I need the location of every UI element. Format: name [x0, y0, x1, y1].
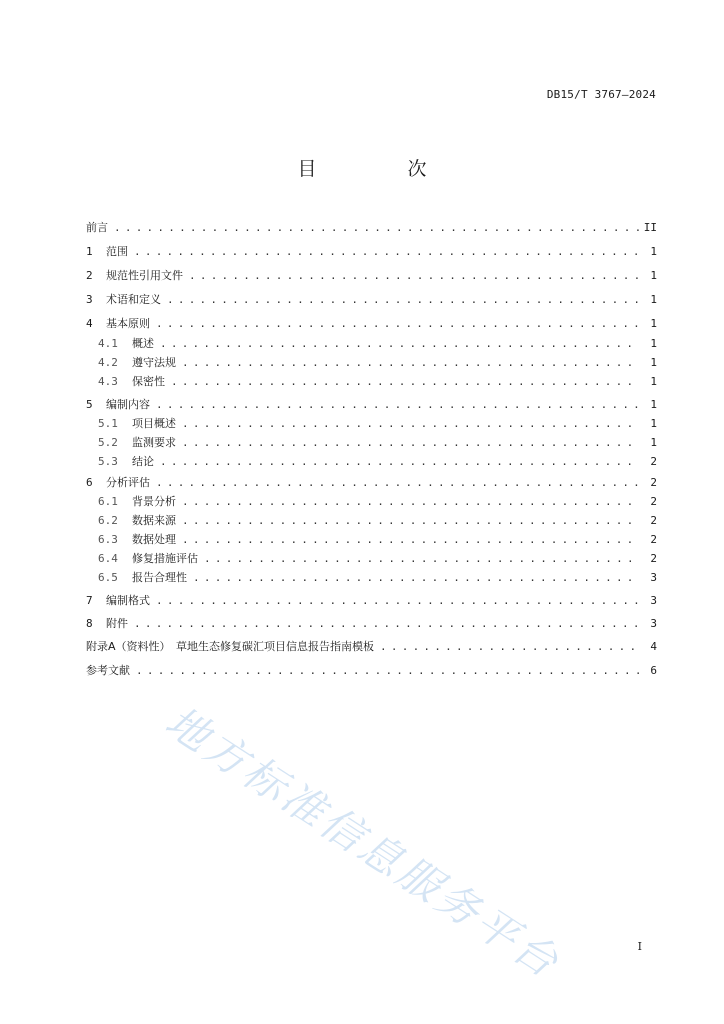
toc-entry[interactable] [86, 661, 657, 680]
toc-entry-label: 分析评估 [106, 476, 150, 489]
toc-entry-label: 数据来源 [132, 514, 176, 527]
toc-entry-page: 1 [650, 417, 657, 430]
toc-entry[interactable] [86, 218, 657, 237]
toc-entry-page: 1 [650, 293, 657, 306]
toc-leader-dots [114, 218, 639, 237]
toc-entry-page: 4 [650, 640, 657, 653]
toc-leader-dots [182, 414, 639, 433]
toc-entry[interactable] [86, 614, 657, 633]
toc-entry[interactable] [86, 372, 657, 391]
toc-entry-page: 3 [650, 571, 657, 584]
toc-entry-number: 2 [86, 269, 93, 282]
toc-entry-page: 1 [650, 337, 657, 350]
toc-entry-number: 7 [86, 594, 93, 607]
toc-entry-label: 修复措施评估 [132, 552, 198, 565]
toc-entry[interactable] [86, 492, 657, 511]
toc-entry[interactable] [86, 242, 657, 261]
toc-entry-number: 5.3 [98, 455, 118, 468]
toc-entry-label: 结论 [132, 455, 154, 468]
toc-entry-label: 监测要求 [132, 436, 176, 449]
toc-entry-label: 基本原则 [106, 317, 150, 330]
toc-entry-label: 报告合理性 [132, 571, 187, 584]
toc-leader-dots [182, 353, 639, 372]
toc-entry[interactable] [86, 414, 657, 433]
toc-entry[interactable] [86, 452, 657, 471]
toc-entry-number: 3 [86, 293, 93, 306]
toc-entry-number: 6.2 [98, 514, 118, 527]
toc-entry-page: 1 [650, 375, 657, 388]
toc-leader-dots [167, 290, 639, 309]
toc-leader-dots [204, 549, 639, 568]
toc-entry[interactable] [86, 314, 657, 333]
watermark: 地方标准信息服务平台 [156, 696, 570, 989]
toc-leader-dots [136, 661, 639, 680]
toc-entry-label: 项目概述 [132, 417, 176, 430]
toc-entry-number: 1 [86, 245, 93, 258]
footer-page-number: I [637, 940, 642, 953]
toc-entry[interactable] [86, 549, 657, 568]
toc-leader-dots [156, 314, 639, 333]
toc-leader-dots [182, 511, 639, 530]
toc-entry-number: 8 [86, 617, 93, 630]
toc-entry-label: 附录A（资料性） 草地生态修复碳汇项目信息报告指南模板 [86, 640, 375, 653]
toc-entry-number: 6.4 [98, 552, 118, 565]
toc-entry-label: 前言 [86, 221, 108, 234]
toc-entry-page: 1 [650, 356, 657, 369]
toc-entry-page: 2 [650, 533, 657, 546]
toc-entry-number: 6 [86, 476, 93, 489]
toc-entry-page: 1 [650, 245, 657, 258]
toc-entry-label: 编制内容 [106, 398, 150, 411]
toc-entry[interactable] [86, 433, 657, 452]
toc-entry-page: 2 [650, 476, 657, 489]
toc-entry[interactable] [86, 353, 657, 372]
toc-entry-number: 4.2 [98, 356, 118, 369]
toc-entry[interactable] [86, 473, 657, 492]
toc-entry-number: 4.1 [98, 337, 118, 350]
toc-entry[interactable] [86, 511, 657, 530]
toc-entry-label: 编制格式 [106, 594, 150, 607]
toc-entry-label: 范围 [106, 245, 128, 258]
toc-leader-dots [134, 614, 639, 633]
toc-leader-dots [156, 395, 639, 414]
toc-entry-page: 2 [650, 514, 657, 527]
toc-entry-page: 1 [650, 398, 657, 411]
toc-entry-label: 背景分析 [132, 495, 176, 508]
toc-entry-label: 数据处理 [132, 533, 176, 546]
toc-leader-dots [134, 242, 639, 261]
toc-entry[interactable] [86, 637, 657, 656]
toc-entry-page: 2 [650, 552, 657, 565]
toc-entry-page: 6 [650, 664, 657, 677]
toc-entry[interactable] [86, 334, 657, 353]
standard-code: DB15/T 3767—2024 [546, 88, 656, 101]
page-title: 目 次 [297, 158, 463, 180]
toc-entry-number: 6.1 [98, 495, 118, 508]
toc-leader-dots [182, 530, 639, 549]
toc-entry[interactable] [86, 568, 657, 587]
toc-entry-number: 6.3 [98, 533, 118, 546]
toc-entry-number: 5 [86, 398, 93, 411]
toc-leader-dots [160, 452, 639, 471]
toc-entry[interactable] [86, 530, 657, 549]
toc-entry-number: 4 [86, 317, 93, 330]
toc-entry-label: 术语和定义 [106, 293, 161, 306]
toc-entry-page: 1 [650, 317, 657, 330]
toc-leader-dots [156, 591, 639, 610]
toc-entry-number: 6.5 [98, 571, 118, 584]
toc-leader-dots [160, 334, 639, 353]
toc-entry-page: 3 [650, 617, 657, 630]
toc-entry-page: 2 [650, 495, 657, 508]
toc-entry-label: 规范性引用文件 [106, 269, 183, 282]
toc-entry[interactable] [86, 266, 657, 285]
toc-entry-page: 2 [650, 455, 657, 468]
toc-entry-label: 附件 [106, 617, 128, 630]
toc-entry-label: 概述 [132, 337, 154, 350]
toc-entry-number: 4.3 [98, 375, 118, 388]
toc-leader-dots [193, 568, 639, 587]
toc-entry-label: 遵守法规 [132, 356, 176, 369]
toc-entry-label: 参考文献 [86, 664, 130, 677]
toc-entry[interactable] [86, 395, 657, 414]
toc-entry[interactable] [86, 290, 657, 309]
toc-leader-dots [171, 372, 639, 391]
toc-entry-page: 1 [650, 436, 657, 449]
toc-leader-dots [156, 473, 639, 492]
toc-leader-dots [182, 492, 639, 511]
toc-leader-dots [182, 433, 639, 452]
toc-entry-page: 3 [650, 594, 657, 607]
toc-entry-number: 5.2 [98, 436, 118, 449]
toc-entry-number: 5.1 [98, 417, 118, 430]
toc-entry[interactable] [86, 591, 657, 610]
toc-entry-label: 保密性 [132, 375, 165, 388]
toc-entry-page: II [643, 221, 657, 234]
toc-leader-dots [380, 637, 639, 656]
toc-entry-page: 1 [650, 269, 657, 282]
toc-leader-dots [189, 266, 639, 285]
